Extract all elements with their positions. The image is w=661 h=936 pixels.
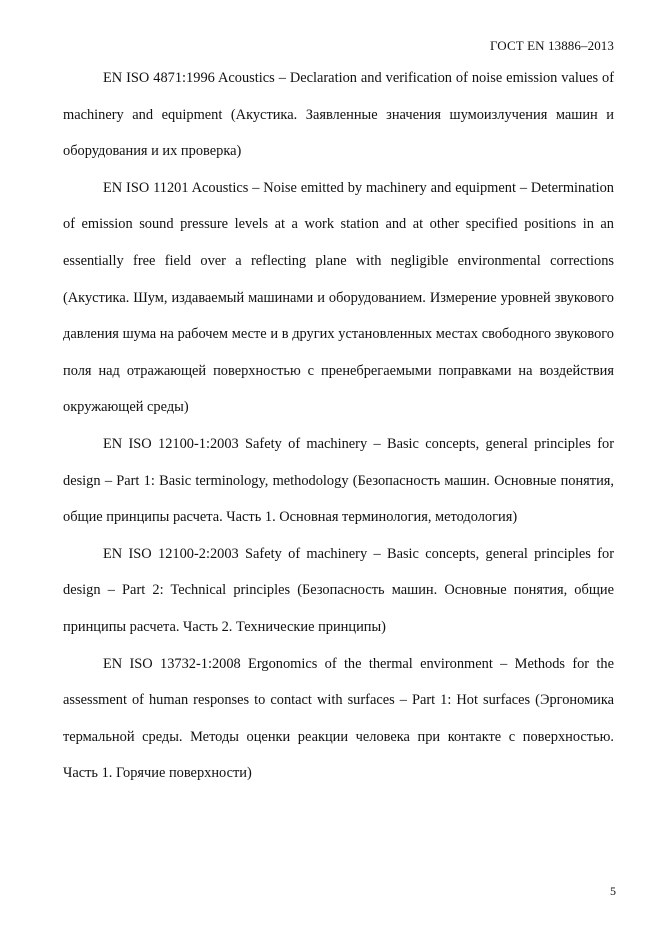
reference-paragraph-iso-4871: EN ISO 4871:1996 Acoustics – Declaration and verification of noise emission values of machinery and equipment (Акустика. Заявленные значения шумоизлучения машин и оборудования и их проверка) xyxy=(63,70,614,160)
reference-list xyxy=(63,60,614,792)
standard-code-header: ГОСТ EN 13886–2013 xyxy=(490,38,614,53)
reference-paragraph-iso-11201: EN ISO 11201 Acoustics – Noise emitted by machinery and equipment – Determination of emission sound pressure levels at a work station and at other specified positions in an essentially free field over a reflecting plane with negligible environmental corrections (Акустика. Шум, издаваемый машинами и оборудованием. Измерение уровней звукового давления шума на рабочем месте и в других установленных местах свободного звукового поля над отражающей поверхностью с пренебрегаемыми поправками на воздействия окружающей среды) xyxy=(63,179,614,416)
reference-paragraph-iso-13732-1: EN ISO 13732-1:2008 Ergonomics of the thermal environment – Methods for the assessment of human responses to contact with surfaces – Part 1: Hot surfaces (Эргономика термальной среды. Методы оценки реакции человека при контакте с поверхностью. Часть 1. Горячие поверхности) xyxy=(63,655,614,782)
page-number: 5 xyxy=(610,884,616,898)
reference-paragraph-iso-12100-1: EN ISO 12100-1:2003 Safety of machinery – Basic concepts, general principles for design – Part 1: Basic terminology, methodology (Безопасность машин. Основные понятия, общие принципы расчета. Часть 1. Основная терминология, методология) xyxy=(63,435,614,526)
reference-paragraph-iso-12100-2: EN ISO 12100-2:2003 Safety of machinery – Basic concepts, general principles for design – Part 2: Technical principles (Безопасность машин. Основные понятия, общие принципы расчета. Часть 2. Технические принципы) xyxy=(63,545,614,635)
